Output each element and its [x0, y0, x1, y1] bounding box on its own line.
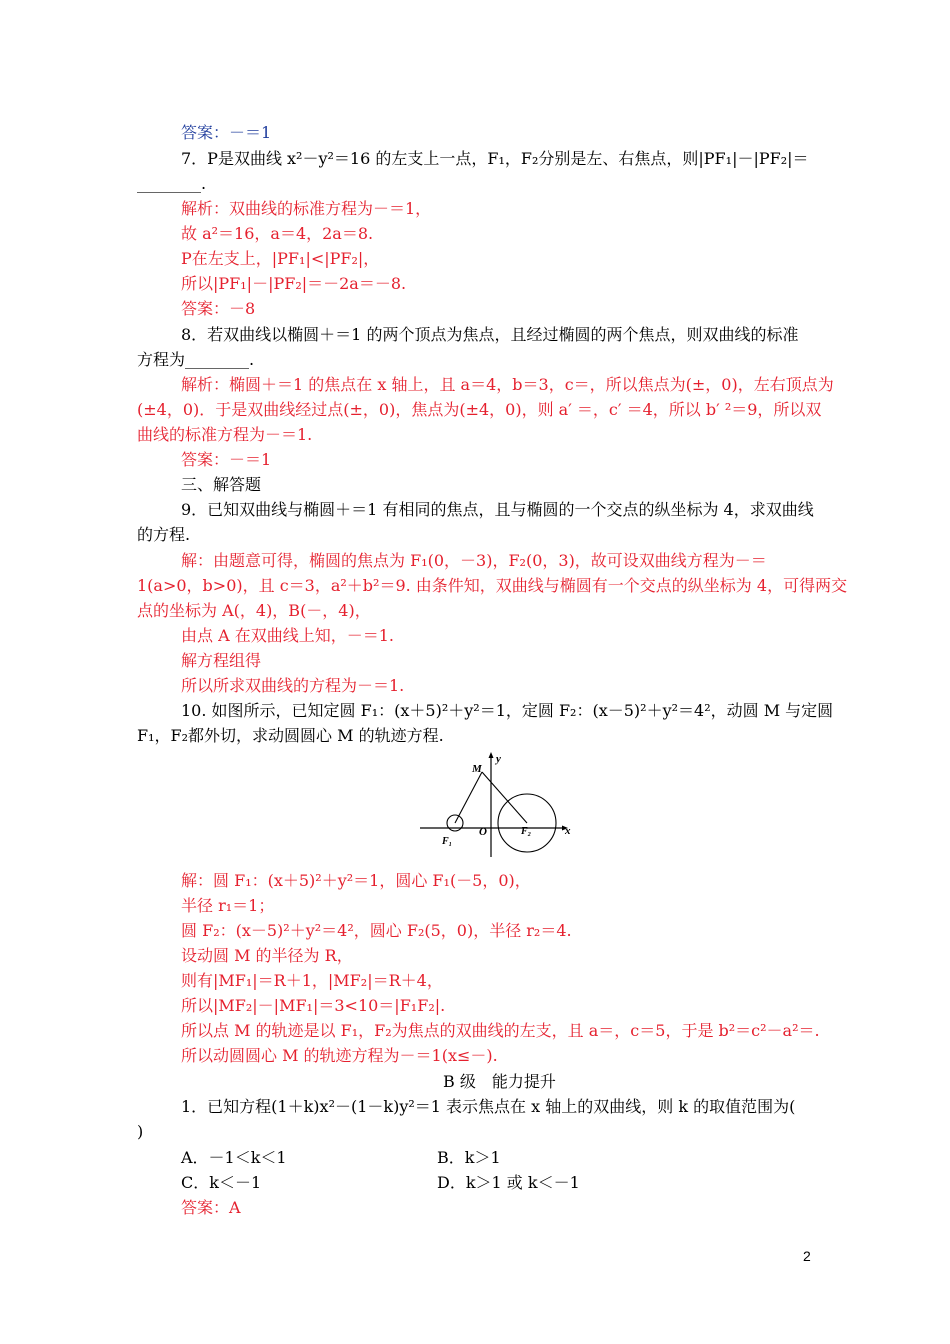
solution-line: P在左支上，|PF₁|<|PF₂|，: [181, 249, 380, 268]
diagram-svg: [420, 750, 572, 860]
question-10: 10. 如图所示，已知定圆 F₁：(x＋5)²＋y²＝1，定圆 F₂：(x－5)²＋y²＝4²，动圆 M 与定圆: [181, 701, 834, 720]
question-8: 8．若双曲线以椭圆＋＝1 的两个顶点为焦点，且经过椭圆的两个焦点，则双曲线的标准: [181, 325, 799, 344]
solution-line: 解方程组得: [181, 651, 262, 670]
answer-line: 答案：A: [181, 1198, 241, 1217]
segment-mf2: [482, 772, 527, 823]
question-b1-cont: ): [137, 1122, 144, 1141]
circle-diagram: [420, 750, 572, 860]
segment-mf1: [455, 772, 482, 823]
question-7: 7．P是双曲线 x²－y²＝16 的左支上一点，F₁，F₂分别是左、右焦点，则|PF₁|－|PF₂|＝: [181, 149, 809, 168]
solution-line: 圆 F₂：(x－5)²＋y²＝4²，圆心 F₂(5，0)，半径 r₂＝4.: [181, 921, 572, 940]
section-heading: B 级 能力提升: [443, 1072, 556, 1091]
option-a: A．－1＜k＜1: [181, 1148, 287, 1167]
section-heading: 三、解答题: [181, 475, 262, 494]
solution-line: 由点 A 在双曲线上知，－＝1.: [181, 626, 394, 645]
question-8-blank: 方程为________.: [137, 350, 255, 369]
question-10-cont: F₁，F₂都外切，求动圆圆心 M 的轨迹方程.: [137, 726, 444, 745]
question-9-cont: 的方程.: [137, 525, 191, 544]
answer-line: 答案：－8: [181, 299, 256, 318]
answer-line: 答案：－＝1: [181, 123, 272, 142]
f1-label: F₁: [442, 836, 453, 847]
solution-line: (±4，0)．于是双曲线经过点(±，0)，焦点为(±4，0)，则 a′ ＝，c′ ＝4，所以 b′ ²＝9，所以双: [137, 400, 822, 419]
x-label: x: [565, 825, 571, 837]
solution-line: 所以点 M 的轨迹是以 F₁，F₂为焦点的双曲线的左支，且 a＝，c＝5，于是 b²＝c²－a²＝.: [181, 1021, 820, 1040]
solution-line: 设动圆 M 的半径为 R，: [181, 946, 353, 965]
solution-line: 1(a>0，b>0)，且 c＝3，a²＋b²＝9. 由条件知，双曲线与椭圆有一个交点的纵坐标为 4，可得两交: [137, 576, 848, 595]
page-number: 2: [803, 1248, 811, 1264]
answer-line: 答案：－＝1: [181, 450, 272, 469]
solution-line: 所以|PF₁|－|PF₂|＝－2a＝－8.: [181, 274, 407, 293]
question-9: 9．已知双曲线与椭圆＋＝1 有相同的焦点，且与椭圆的一个交点的纵坐标为 4，求双曲线: [181, 500, 814, 519]
solution-line: 故 a²＝16，a＝4，2a＝8.: [181, 224, 374, 243]
y-label: y: [496, 753, 501, 765]
solution-line: 所以|MF₂|－|MF₁|＝3<10＝|F₁F₂|.: [181, 996, 446, 1015]
solution-line: 曲线的标准方程为－＝1.: [137, 425, 313, 444]
solution-line: 则有|MF₁|＝R＋1，|MF₂|＝R＋4，: [181, 971, 443, 990]
solution-line: 解析：椭圆＋＝1 的焦点在 x 轴上，且 a＝4，b＝3，c＝，所以焦点为(±，0)，左右顶点为: [181, 375, 834, 394]
question-7-blank: ________.: [137, 174, 207, 193]
option-d: D．k＞1 或 k＜－1: [437, 1173, 580, 1192]
m-label: M: [472, 763, 482, 775]
y-axis-arrow: [489, 752, 494, 758]
solution-line: 解：由题意可得，椭圆的焦点为 F₁(0，－3)，F₂(0，3)，故可设双曲线方程为－＝: [181, 551, 767, 570]
question-b1: 1．已知方程(1＋k)x²－(1－k)y²＝1 表示焦点在 x 轴上的双曲线，则 k 的取值范围为(: [181, 1097, 796, 1116]
solution-line: 所以所求双曲线的方程为－＝1.: [181, 676, 405, 695]
solution-line: 所以动圆圆心 M 的轨迹方程为－＝1(x≤－).: [181, 1046, 498, 1065]
solution-line: 半径 r₁＝1；: [181, 896, 275, 915]
origin-label: O: [479, 826, 487, 838]
solution-line: 解析：双曲线的标准方程为－＝1，: [181, 199, 432, 218]
solution-line: 解：圆 F₁：(x＋5)²＋y²＝1，圆心 F₁(－5，0)，: [181, 871, 531, 890]
option-b: B．k＞1: [437, 1148, 501, 1167]
f2-label: F₂: [521, 826, 532, 837]
option-c: C．k＜－1: [181, 1173, 262, 1192]
solution-line: 点的坐标为 A(，4)，B(－，4)，: [137, 601, 371, 620]
